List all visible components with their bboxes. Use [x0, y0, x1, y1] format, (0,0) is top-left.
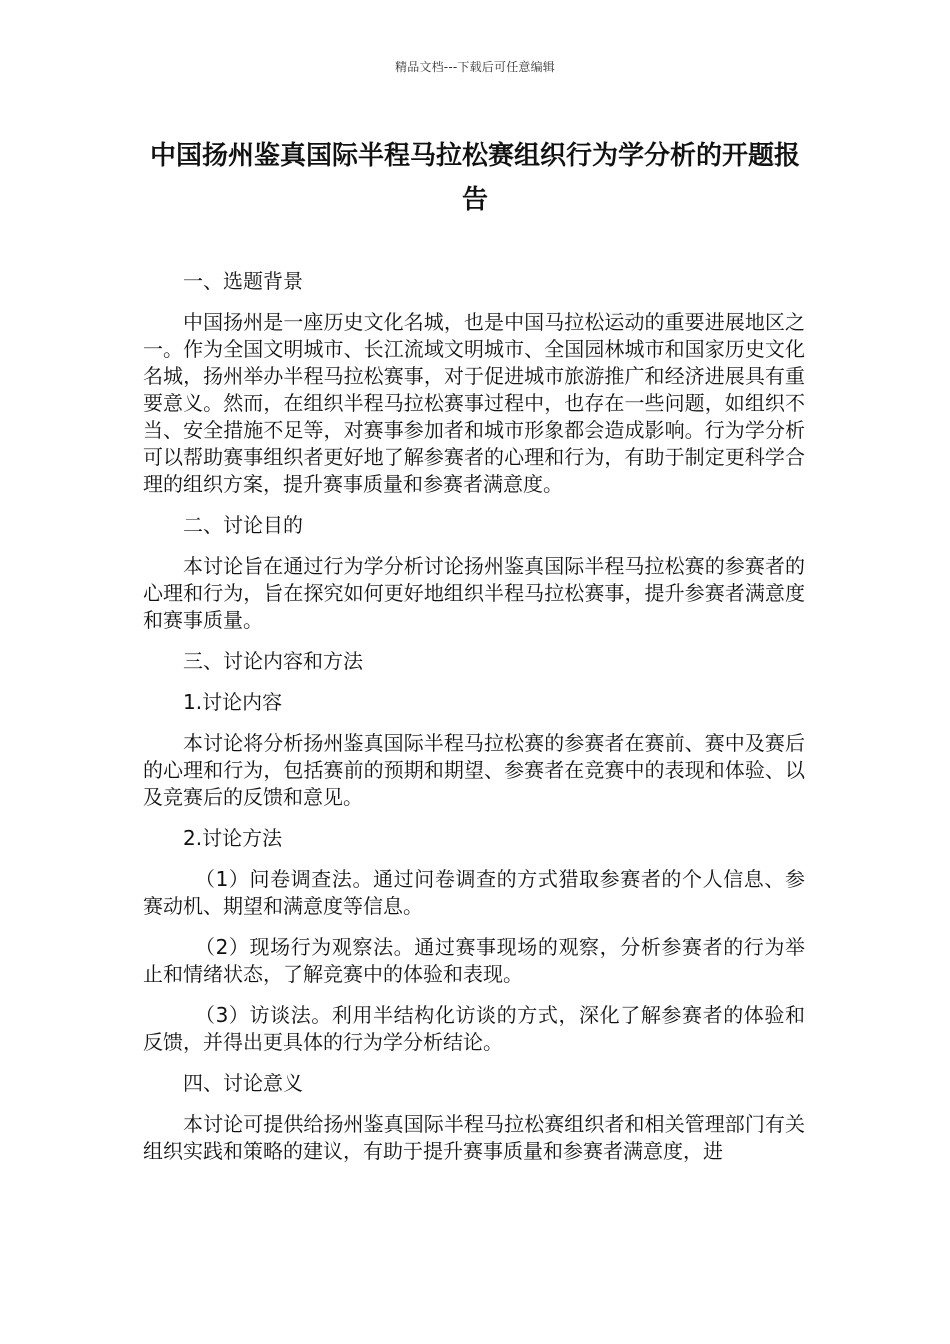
paragraph-background: 中国扬州是一座历史文化名城，也是中国马拉松运动的重要进展地区之一。作为全国文明城市、长江流域文明城市、全国园林城市和国家历史文化名城，扬州举办半程马拉松赛事，对于促进城市旅游推广和经济进展具有重要意义。然而，在组织半程马拉松赛事过程中，也存在一些问题，如组织不当、安全措施不足等，对赛事参加者和城市形象都会造成影响。行为学分析可以帮助赛事组织者更好地了解参赛者的心理和行为，有助于制定更科学合理的组织方案，提升赛事质量和参赛者满意度。	[143, 310, 805, 496]
method-item-observation: （2）现场行为观察法。通过赛事现场的观察，分析参赛者的行为举止和情绪状态，了解竞赛中的体验和表现。	[143, 935, 805, 986]
document-title: 中国扬州鉴真国际半程马拉松赛组织行为学分析的开题报告	[149, 141, 800, 215]
paragraph-purpose: 本讨论旨在通过行为学分析讨论扬州鉴真国际半程马拉松赛的参赛者的心理和行为，旨在探究如何更好地组织半程马拉松赛事，提升参赛者满意度和赛事质量。	[143, 554, 805, 632]
subheading-method: 2.讨论方法	[183, 826, 283, 850]
section-heading-background: 一、选题背景	[183, 269, 303, 293]
document-body	[143, 268, 805, 1179]
subheading-content: 1.讨论内容	[183, 690, 283, 714]
method-item-questionnaire: （1）问卷调查法。通过问卷调查的方式猎取参赛者的个人信息、参赛动机、期望和满意度等信息。	[143, 867, 805, 918]
section-heading-significance: 四、讨论意义	[183, 1071, 303, 1095]
paragraph-significance: 本讨论可提供给扬州鉴真国际半程马拉松赛组织者和相关管理部门有关组织实践和策略的建议，有助于提升赛事质量和参赛者满意度，进	[143, 1112, 805, 1163]
section-heading-content-method: 三、讨论内容和方法	[183, 649, 363, 673]
header-note: 精品文档---下载后可任意编辑	[395, 60, 555, 74]
section-heading-purpose: 二、讨论目的	[183, 513, 303, 537]
paragraph-content: 本讨论将分析扬州鉴真国际半程马拉松赛的参赛者在赛前、赛中及赛后的心理和行为，包括赛前的预期和期望、参赛者在竞赛中的表现和体验、以及竞赛后的反馈和意见。	[143, 731, 805, 809]
method-item-interview: （3）访谈法。利用半结构化访谈的方式，深化了解参赛者的体验和反馈，并得出更具体的行为学分析结论。	[143, 1003, 805, 1054]
